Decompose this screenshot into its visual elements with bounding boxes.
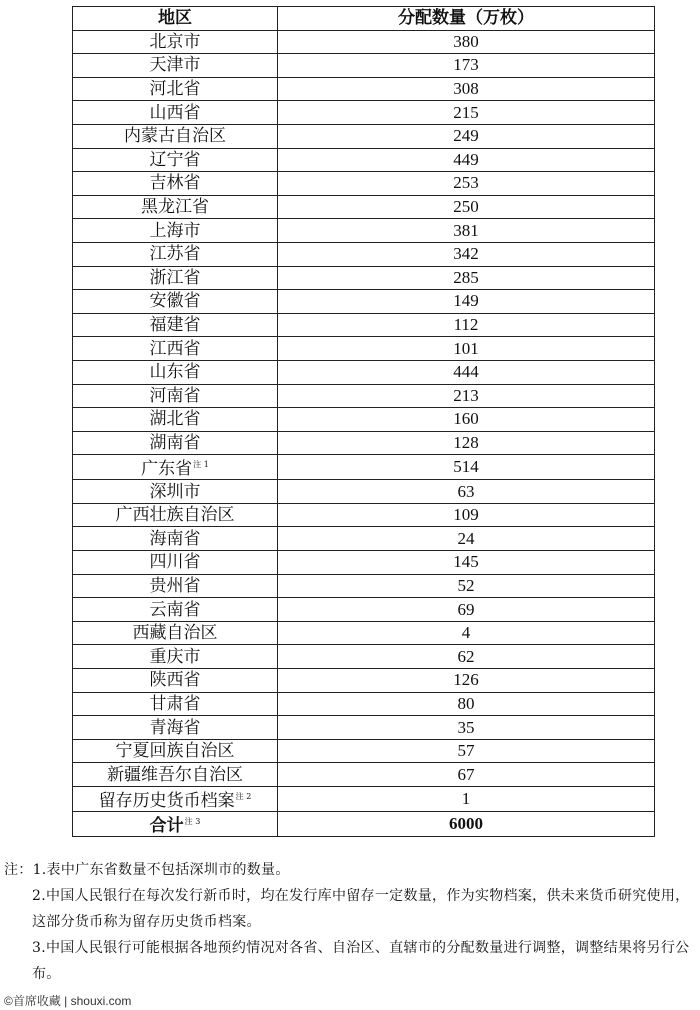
- region-cell: [73, 172, 278, 196]
- region-cell: [73, 480, 278, 504]
- table-row: [73, 313, 655, 337]
- region-name: 吉林省: [149, 173, 201, 194]
- region-name: 广西壮族自治区: [115, 505, 235, 526]
- table-row: [73, 408, 655, 432]
- region-name: 安徽省: [149, 291, 201, 312]
- region-cell: [73, 124, 278, 148]
- table-row: [73, 692, 655, 716]
- region-name: 江苏省: [149, 244, 201, 265]
- header-region: 地区: [73, 7, 278, 31]
- table-row: [73, 527, 655, 551]
- region-cell: [73, 219, 278, 243]
- region-cell: [73, 763, 278, 787]
- table-row: [73, 455, 655, 480]
- footnotes: [4, 857, 700, 987]
- region-name: 福建省: [149, 315, 201, 336]
- quantity-cell: 380: [278, 30, 655, 54]
- region-cell: [73, 455, 278, 480]
- region-cell: [73, 669, 278, 693]
- region-name: 贵州省: [149, 575, 201, 596]
- table-row: [73, 101, 655, 125]
- quantity-cell: 250: [278, 195, 655, 219]
- region-name: 河北省: [149, 79, 201, 100]
- quantity-cell: 69: [278, 598, 655, 622]
- region-cell: [73, 195, 278, 219]
- quantity-cell: 109: [278, 503, 655, 527]
- table-body: [73, 30, 655, 836]
- total-row: [73, 812, 655, 837]
- table-row: [73, 290, 655, 314]
- quantity-cell: 215: [278, 101, 655, 125]
- quantity-cell: 1: [278, 787, 655, 812]
- table-row: [73, 574, 655, 598]
- quantity-cell: 80: [278, 692, 655, 716]
- region-name: 辽宁省: [149, 149, 201, 170]
- region-name: 黑龙江省: [141, 197, 209, 218]
- region-name: 西藏自治区: [132, 623, 218, 644]
- header-quantity: 分配数量（万枚）: [278, 7, 655, 31]
- quantity-cell: 101: [278, 337, 655, 361]
- table-row: [73, 480, 655, 504]
- quantity-cell: 128: [278, 431, 655, 455]
- quantity-cell: 35: [278, 716, 655, 740]
- footnote-marker: 注 1: [193, 460, 209, 470]
- table-row: [73, 621, 655, 645]
- region-cell: [73, 787, 278, 812]
- quantity-cell: 4: [278, 621, 655, 645]
- region-name: 北京市: [149, 31, 201, 52]
- footnote-marker: 注 3: [184, 817, 201, 826]
- quantity-cell: 149: [278, 290, 655, 314]
- quantity-cell: 160: [278, 408, 655, 432]
- table-row: [73, 242, 655, 266]
- region-cell: [73, 551, 278, 575]
- quantity-cell: 173: [278, 54, 655, 78]
- region-cell: [73, 645, 278, 669]
- region-name: 江西省: [149, 338, 201, 359]
- region-name: 河南省: [149, 385, 201, 406]
- table-row: [73, 716, 655, 740]
- table-row: [73, 219, 655, 243]
- region-name: 合计: [149, 816, 184, 836]
- quantity-cell: 62: [278, 645, 655, 669]
- table-row: [73, 54, 655, 78]
- region-name: 甘肃省: [149, 693, 201, 714]
- quantity-cell: 63: [278, 480, 655, 504]
- region-name: 宁夏回族自治区: [115, 741, 235, 762]
- quantity-cell: 213: [278, 384, 655, 408]
- region-cell: [73, 242, 278, 266]
- region-cell: [73, 148, 278, 172]
- quantity-cell: 342: [278, 242, 655, 266]
- region-name: 陕西省: [149, 670, 201, 691]
- region-name: 四川省: [149, 552, 201, 573]
- table-row: [73, 266, 655, 290]
- region-cell: [73, 431, 278, 455]
- region-name: 留存历史货币档案: [98, 791, 235, 811]
- table-header-row: [73, 7, 655, 31]
- quantity-cell: 308: [278, 77, 655, 101]
- table-row: [73, 645, 655, 669]
- table-row: [73, 148, 655, 172]
- footnote-2: 2.中国人民银行在每次发行新币时，均在发行库中留存一定数量，作为实物档案，供未来货币研究使用，这部分货币称为留存历史货币档案。: [32, 888, 690, 930]
- region-cell: [73, 290, 278, 314]
- region-cell: [73, 739, 278, 763]
- quantity-cell: 514: [278, 455, 655, 480]
- region-name: 湖北省: [149, 409, 201, 430]
- region-name: 内蒙古自治区: [124, 126, 226, 147]
- region-name: 云南省: [149, 599, 201, 620]
- footnote-1: 注：1.表中广东省数量不包括深圳市的数量。: [4, 862, 290, 878]
- region-name: 天津市: [149, 55, 201, 76]
- region-cell: [73, 101, 278, 125]
- site-watermark: ©首席收藏 | shouxi.com: [4, 994, 132, 1008]
- region-cell: [73, 266, 278, 290]
- table-row: [73, 551, 655, 575]
- table-row: [73, 77, 655, 101]
- quantity-cell: 126: [278, 669, 655, 693]
- table-row: [73, 763, 655, 787]
- region-cell: [73, 77, 278, 101]
- table-row: [73, 384, 655, 408]
- quantity-cell: 145: [278, 551, 655, 575]
- quantity-cell: 444: [278, 360, 655, 384]
- region-cell: [73, 574, 278, 598]
- region-name: 广东省: [141, 459, 193, 480]
- region-name: 浙江省: [149, 267, 201, 288]
- table-row: [73, 195, 655, 219]
- region-name: 重庆市: [149, 646, 201, 667]
- region-cell: [73, 598, 278, 622]
- table-row: [73, 669, 655, 693]
- region-cell: [73, 692, 278, 716]
- region-cell: [73, 503, 278, 527]
- quantity-cell: 449: [278, 148, 655, 172]
- region-cell: [73, 384, 278, 408]
- region-name: 上海市: [149, 220, 201, 241]
- quantity-cell: 253: [278, 172, 655, 196]
- table-row: [73, 431, 655, 455]
- quantity-cell: 67: [278, 763, 655, 787]
- region-cell: [73, 30, 278, 54]
- table-row: [73, 739, 655, 763]
- region-name: 山东省: [149, 362, 201, 383]
- table-row: [73, 787, 655, 812]
- quantity-cell: 57: [278, 739, 655, 763]
- table-row: [73, 360, 655, 384]
- table-row: [73, 503, 655, 527]
- quantity-cell: 24: [278, 527, 655, 551]
- region-cell: [73, 313, 278, 337]
- quantity-cell: 6000: [278, 812, 655, 837]
- table-row: [73, 337, 655, 361]
- table-row: [73, 30, 655, 54]
- region-name: 山西省: [149, 102, 201, 123]
- quantity-cell: 112: [278, 313, 655, 337]
- table-row: [73, 124, 655, 148]
- region-cell: [73, 337, 278, 361]
- region-cell: [73, 527, 278, 551]
- quantity-cell: 285: [278, 266, 655, 290]
- footnote-marker: 注 2: [235, 792, 252, 801]
- region-name: 湖南省: [149, 432, 201, 453]
- region-name: 新疆维吾尔自治区: [107, 764, 243, 785]
- region-name: 深圳市: [149, 481, 201, 502]
- quantity-cell: 249: [278, 124, 655, 148]
- distribution-table: [72, 6, 655, 837]
- footnote-3: 3.中国人民银行可能根据各地预约情况对各省、自治区、直辖市的分配数量进行调整，调整结果将另行公布。: [32, 940, 690, 982]
- table-row: [73, 172, 655, 196]
- region-name: 青海省: [149, 717, 201, 738]
- region-cell: [73, 812, 278, 837]
- region-cell: [73, 621, 278, 645]
- region-cell: [73, 360, 278, 384]
- region-cell: [73, 54, 278, 78]
- region-cell: [73, 716, 278, 740]
- table-row: [73, 598, 655, 622]
- quantity-cell: 52: [278, 574, 655, 598]
- quantity-cell: 381: [278, 219, 655, 243]
- region-name: 海南省: [149, 528, 201, 549]
- region-cell: [73, 408, 278, 432]
